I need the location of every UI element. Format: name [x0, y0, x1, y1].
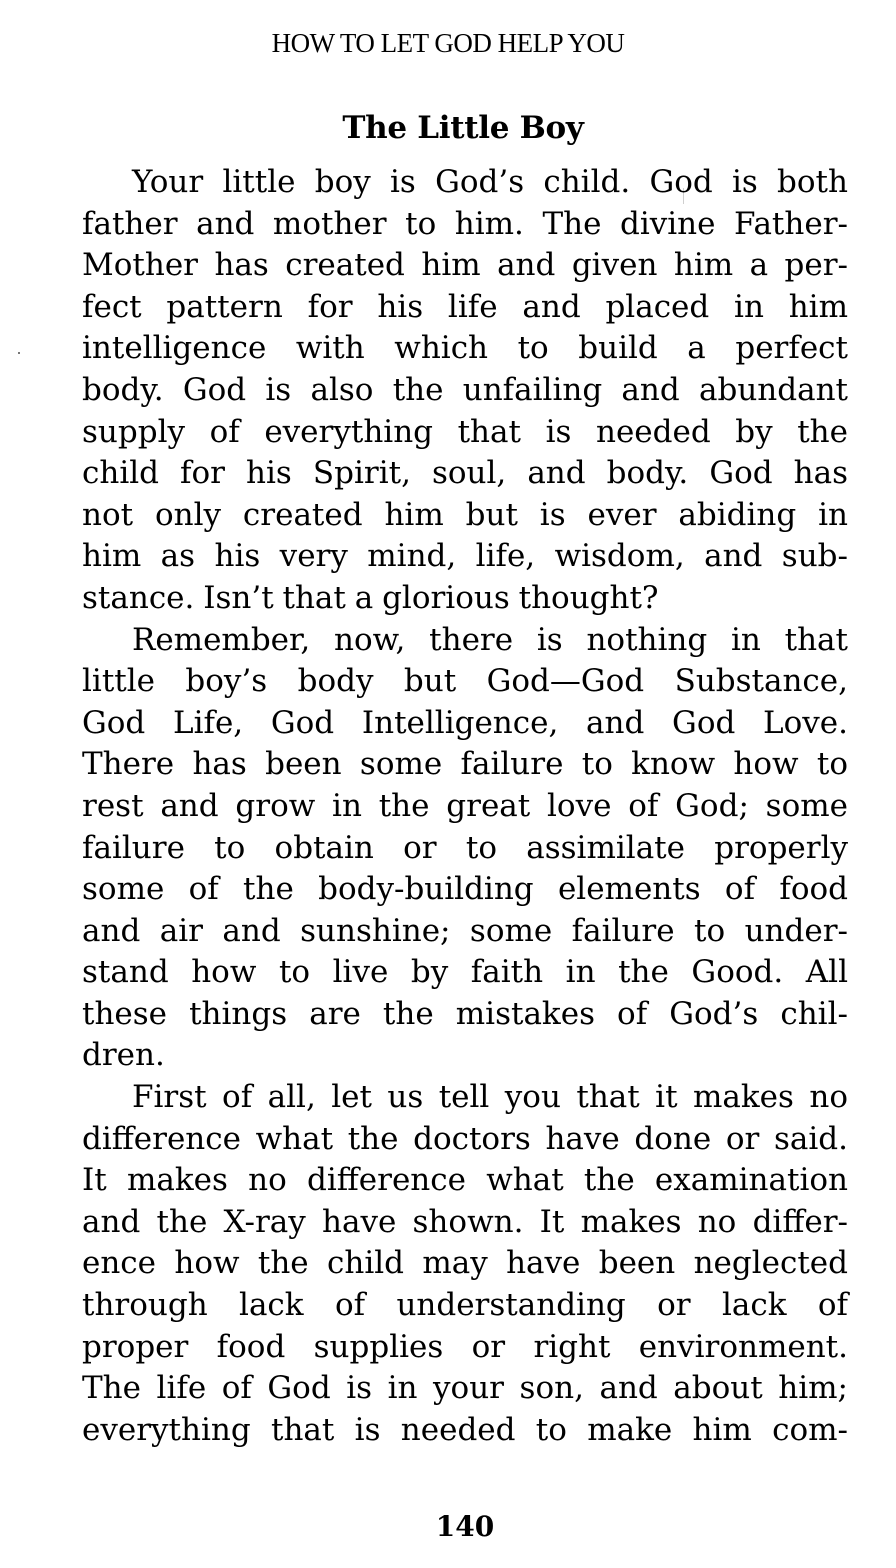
text-line: supply of everything that is needed by the: [82, 413, 848, 450]
text-line: Your little boy is God’s child. God is both: [132, 164, 848, 200]
body-text: [82, 162, 848, 1451]
text-line: everything that is needed to make him com-: [82, 1411, 848, 1448]
text-line: him as his very mind, life, wisdom, and sub-: [82, 538, 848, 575]
text-line: father and mother to him. The divine Father-: [82, 205, 848, 242]
text-line: The life of God is in your son, and about him;: [82, 1370, 848, 1407]
paragraph: [82, 1077, 848, 1451]
text-line: proper food supplies or right environment.: [82, 1328, 848, 1365]
text-line: child for his Spirit, soul, and body. God has: [82, 455, 848, 492]
page-number: 140: [435, 1510, 495, 1543]
text-line: failure to obtain or to assimilate properly: [82, 829, 848, 866]
text-line: dren.: [82, 1037, 165, 1074]
text-line: stance. Isn’t that a glorious thought?: [82, 579, 659, 616]
text-line: not only created him but is ever abiding in: [82, 496, 848, 533]
text-line: It makes no difference what the examination: [82, 1162, 848, 1199]
text-line: little boy’s body but God—God Substance,: [82, 663, 848, 700]
text-line: rest and grow in the great love of God; some: [82, 787, 848, 824]
text-line: through lack of understanding or lack of: [82, 1287, 848, 1324]
text-line: ence how the child may have been neglected: [82, 1245, 848, 1282]
text-line: difference what the doctors have done or said.: [82, 1120, 848, 1157]
text-line: these things are the mistakes of God’s chil-: [82, 995, 848, 1032]
paragraph: [82, 162, 848, 620]
text-line: First of all, let us tell you that it makes no: [132, 1079, 848, 1116]
text-line: body. God is also the unfailing and abundant: [82, 371, 848, 408]
running-head: HOW TO LET GOD HELP YOU: [271, 28, 625, 58]
text-line: and the X-ray have shown. It makes no differ-: [82, 1203, 848, 1240]
text-line: and air and sunshine; some failure to under-: [82, 912, 848, 949]
text-line: There has been some failure to know how to: [82, 746, 848, 783]
text-line: intelligence with which to build a perfect: [82, 330, 848, 367]
section-title: The Little Boy: [342, 110, 584, 146]
text-line: fect pattern for his life and placed in him: [82, 288, 848, 325]
text-line: some of the body-building elements of food: [82, 871, 848, 908]
text-line: stand how to live by faith in the Good. All: [82, 954, 848, 991]
paragraph: [82, 620, 848, 1078]
text-line: Mother has created him and given him a per-: [82, 247, 848, 284]
margin-speck: [18, 352, 20, 354]
text-line: Remember, now, there is nothing in that: [132, 621, 848, 658]
text-line: God Life, God Intelligence, and God Love.: [82, 704, 848, 741]
